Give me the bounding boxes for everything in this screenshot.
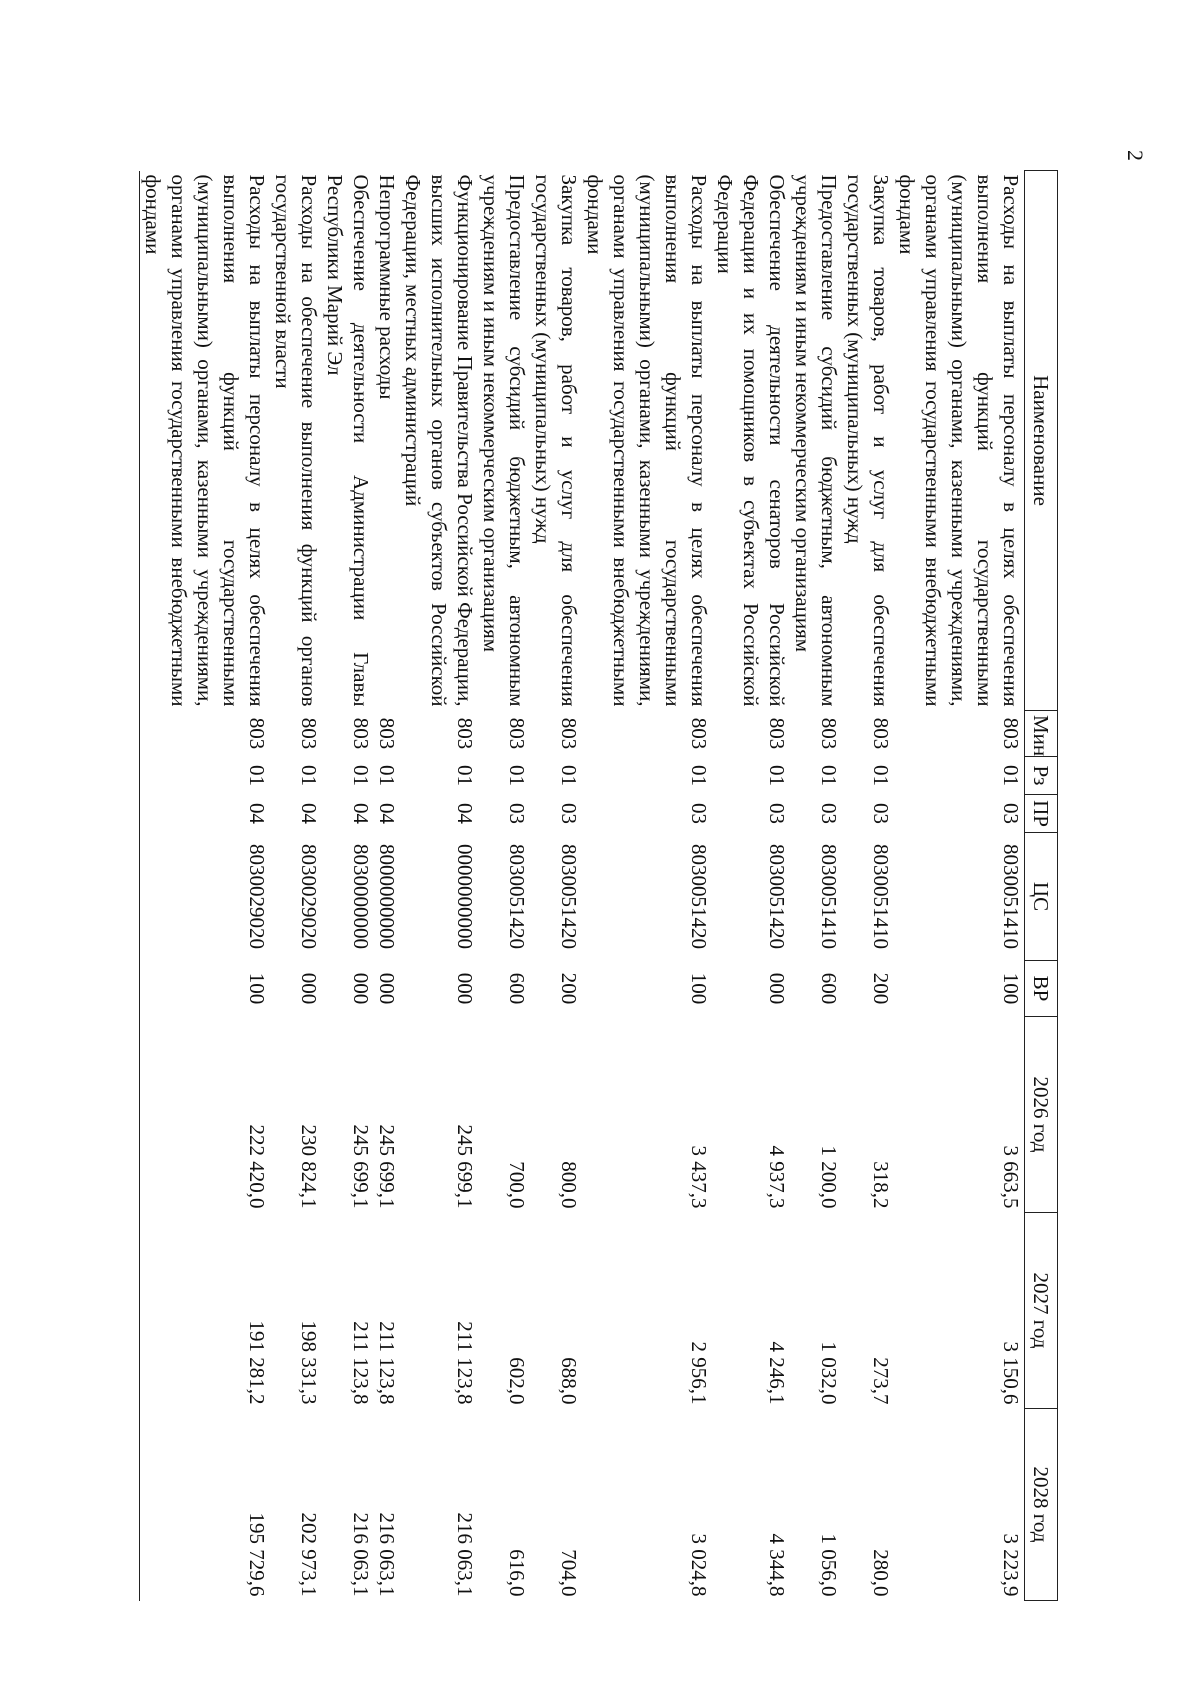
- cell-pr: 03: [765, 803, 789, 824]
- cell-min: 803: [999, 717, 1023, 750]
- cell-cs: 8030051420: [687, 844, 711, 949]
- cell-y2028: 280,0: [869, 1549, 893, 1597]
- cell-vr: 000: [349, 972, 373, 1005]
- cell-name: Расходы на обеспечение выполнения функций органов государственной власти: [271, 174, 321, 707]
- table-row: [712, 171, 790, 1601]
- cell-vr: 600: [817, 972, 841, 1005]
- cell-min: 803: [375, 717, 399, 750]
- cell-cs: 8030000000: [349, 844, 373, 949]
- cell-pr: 03: [817, 803, 841, 824]
- table-row: [270, 171, 322, 1601]
- header-pr: ПР: [1025, 795, 1058, 833]
- cell-y2027: 688,0: [557, 1357, 581, 1405]
- cell-pr: 03: [687, 803, 711, 824]
- cell-name: Функционирование Правительства Российской Федерации, высших исполнительных органов субъектов Российской Федерации, местных администраций: [401, 174, 477, 707]
- cell-vr: 100: [245, 972, 269, 1005]
- table-header-row: [1025, 171, 1058, 1601]
- cell-cs: 8030029020: [245, 844, 269, 949]
- cell-min: 803: [297, 717, 321, 750]
- cell-y2028: 4 344,8: [765, 1533, 789, 1597]
- cell-rz: 01: [349, 765, 373, 786]
- table-row: [400, 171, 478, 1601]
- cell-cs: 8000000000: [375, 844, 399, 949]
- cell-y2027: 2 956,1: [687, 1341, 711, 1405]
- cell-vr: 100: [687, 972, 711, 1005]
- cell-pr: 04: [349, 803, 373, 824]
- cell-y2028: 195 729,6: [245, 1512, 269, 1597]
- cell-vr: 000: [765, 972, 789, 1005]
- cell-y2027: 602,0: [505, 1357, 529, 1405]
- table-row: [322, 171, 374, 1601]
- cell-min: 803: [869, 717, 893, 750]
- cell-y2028: 616,0: [505, 1549, 529, 1597]
- bottom-border-cell: [140, 171, 141, 1601]
- cell-pr: 04: [297, 803, 321, 824]
- cell-rz: 01: [765, 765, 789, 786]
- cell-y2026: 230 824,1: [297, 1124, 321, 1209]
- cell-min: 803: [245, 717, 269, 750]
- cell-pr: 03: [505, 803, 529, 824]
- cell-y2028: 704,0: [557, 1549, 581, 1597]
- cell-pr: 03: [869, 803, 893, 824]
- header-2027: 2027 год: [1025, 1213, 1058, 1409]
- cell-rz: 01: [999, 765, 1023, 786]
- cell-y2028: 216 063,1: [453, 1512, 477, 1597]
- cell-cs: 8030029020: [297, 844, 321, 949]
- cell-min: 803: [765, 717, 789, 750]
- table-row: [790, 171, 842, 1601]
- header-cs: ЦС: [1025, 833, 1058, 961]
- cell-y2027: 211 123,8: [453, 1321, 477, 1405]
- cell-pr: 04: [375, 803, 399, 824]
- table-bottom-border: [140, 171, 141, 1601]
- cell-rz: 01: [453, 765, 477, 786]
- cell-vr: 200: [869, 972, 893, 1005]
- cell-name: Непрограммные расходы: [375, 174, 399, 400]
- cell-pr: 03: [999, 803, 1023, 824]
- header-min: Мин: [1025, 711, 1058, 757]
- cell-rz: 01: [245, 765, 269, 786]
- cell-min: 803: [453, 717, 477, 750]
- cell-min: 803: [349, 717, 373, 750]
- cell-pr: 03: [557, 803, 581, 824]
- cell-cs: 8030051420: [557, 844, 581, 949]
- cell-min: 803: [557, 717, 581, 750]
- cell-min: 803: [505, 717, 529, 750]
- cell-rz: 01: [297, 765, 321, 786]
- cell-y2026: 222 420,0: [245, 1124, 269, 1209]
- cell-name: Расходы на выплаты персоналу в целях обеспечения выполнения функций государственными (муниципальными) органами, казенными учреждениями, органами управления государственными внебюджетными фондами: [141, 174, 269, 707]
- header-2028: 2028 год: [1025, 1409, 1058, 1601]
- page-number: 2: [1123, 150, 1148, 161]
- cell-min: 803: [817, 717, 841, 750]
- cell-cs: 8030051410: [817, 844, 841, 949]
- cell-y2028: 202 973,1: [297, 1512, 321, 1597]
- cell-vr: 000: [297, 972, 321, 1005]
- cell-y2026: 245 699,1: [349, 1124, 373, 1209]
- cell-y2026: 245 699,1: [453, 1124, 477, 1209]
- cell-y2027: 198 331,3: [297, 1320, 321, 1405]
- table-row: [582, 171, 712, 1601]
- cell-vr: 000: [453, 972, 477, 1005]
- cell-y2028: 3 024,8: [687, 1533, 711, 1597]
- cell-y2027: 211 123,8: [375, 1321, 399, 1405]
- cell-vr: 100: [999, 972, 1023, 1005]
- cell-y2027: 3 150,6: [999, 1341, 1023, 1405]
- cell-y2028: 1 056,0: [817, 1533, 841, 1597]
- cell-name: Расходы на выплаты персоналу в целях обеспечения выполнения функций государственными (муниципальными) органами, казенными учреждениями, органами управления государственными внебюджетными фондами: [583, 174, 711, 707]
- budget-table: [139, 170, 1058, 1601]
- cell-y2026: 3 437,3: [687, 1145, 711, 1209]
- table-row: [530, 171, 582, 1601]
- cell-vr: 200: [557, 972, 581, 1005]
- cell-cs: 0000000000: [453, 844, 477, 949]
- header-rz: Рз: [1025, 757, 1058, 795]
- cell-y2027: 1 032,0: [817, 1341, 841, 1405]
- table-row: [478, 171, 530, 1601]
- cell-name: Обеспечение деятельности Администрации Главы Республики Марий Эл: [323, 174, 373, 707]
- cell-y2028: 3 223,9: [999, 1533, 1023, 1597]
- cell-y2026: 3 663,5: [999, 1145, 1023, 1209]
- cell-rz: 01: [817, 765, 841, 786]
- cell-y2027: 191 281,2: [245, 1320, 269, 1405]
- cell-pr: 04: [245, 803, 269, 824]
- cell-name: Предоставление субсидий бюджетным, автономным учреждениям и иным некоммерческим организациям: [791, 174, 841, 707]
- cell-vr: 000: [375, 972, 399, 1005]
- cell-name: Обеспечение деятельности сенаторов Российской Федерации и их помощников в субъектах Российской Федерации: [713, 174, 789, 707]
- cell-rz: 01: [375, 765, 399, 786]
- cell-y2026: 318,2: [869, 1161, 893, 1209]
- cell-y2028: 216 063,1: [349, 1512, 373, 1597]
- cell-y2027: 273,7: [869, 1357, 893, 1405]
- cell-cs: 8030051420: [505, 844, 529, 949]
- cell-y2027: 4 246,1: [765, 1341, 789, 1405]
- budget-table-container: [141, 170, 1058, 1600]
- cell-name: Закупка товаров, работ и услуг для обеспечения государственных (муниципальных) нужд: [843, 174, 893, 707]
- cell-rz: 01: [869, 765, 893, 786]
- cell-y2026: 700,0: [505, 1161, 529, 1209]
- table-row: [842, 171, 894, 1601]
- cell-cs: 8030051410: [999, 844, 1023, 949]
- cell-y2026: 1 200,0: [817, 1145, 841, 1209]
- cell-rz: 01: [557, 765, 581, 786]
- cell-name: Закупка товаров, работ и услуг для обеспечения государственных (муниципальных) нужд: [531, 174, 581, 707]
- cell-vr: 600: [505, 972, 529, 1005]
- header-name: Наименование: [1025, 171, 1058, 711]
- cell-y2028: 216 063,1: [375, 1512, 399, 1597]
- cell-cs: 8030051410: [869, 844, 893, 949]
- cell-rz: 01: [687, 765, 711, 786]
- cell-min: 803: [687, 717, 711, 750]
- cell-cs: 8030051420: [765, 844, 789, 949]
- header-vr: ВР: [1025, 961, 1058, 1017]
- cell-y2026: 800,0: [557, 1161, 581, 1209]
- cell-rz: 01: [505, 765, 529, 786]
- cell-y2026: 4 937,3: [765, 1145, 789, 1209]
- header-2026: 2026 год: [1025, 1017, 1058, 1213]
- table-row: [140, 171, 270, 1601]
- cell-name: Предоставление субсидий бюджетным, автономным учреждениям и иным некоммерческим организациям: [479, 174, 529, 707]
- cell-y2027: 211 123,8: [349, 1321, 373, 1405]
- cell-y2026: 245 699,1: [375, 1124, 399, 1209]
- cell-pr: 04: [453, 803, 477, 824]
- table-row: [894, 171, 1025, 1601]
- cell-name: Расходы на выплаты персоналу в целях обеспечения выполнения функций государственными (муниципальными) органами, казенными учреждениями, органами управления государственными внебюджетными фондами: [895, 174, 1023, 707]
- table-row: [374, 171, 400, 1601]
